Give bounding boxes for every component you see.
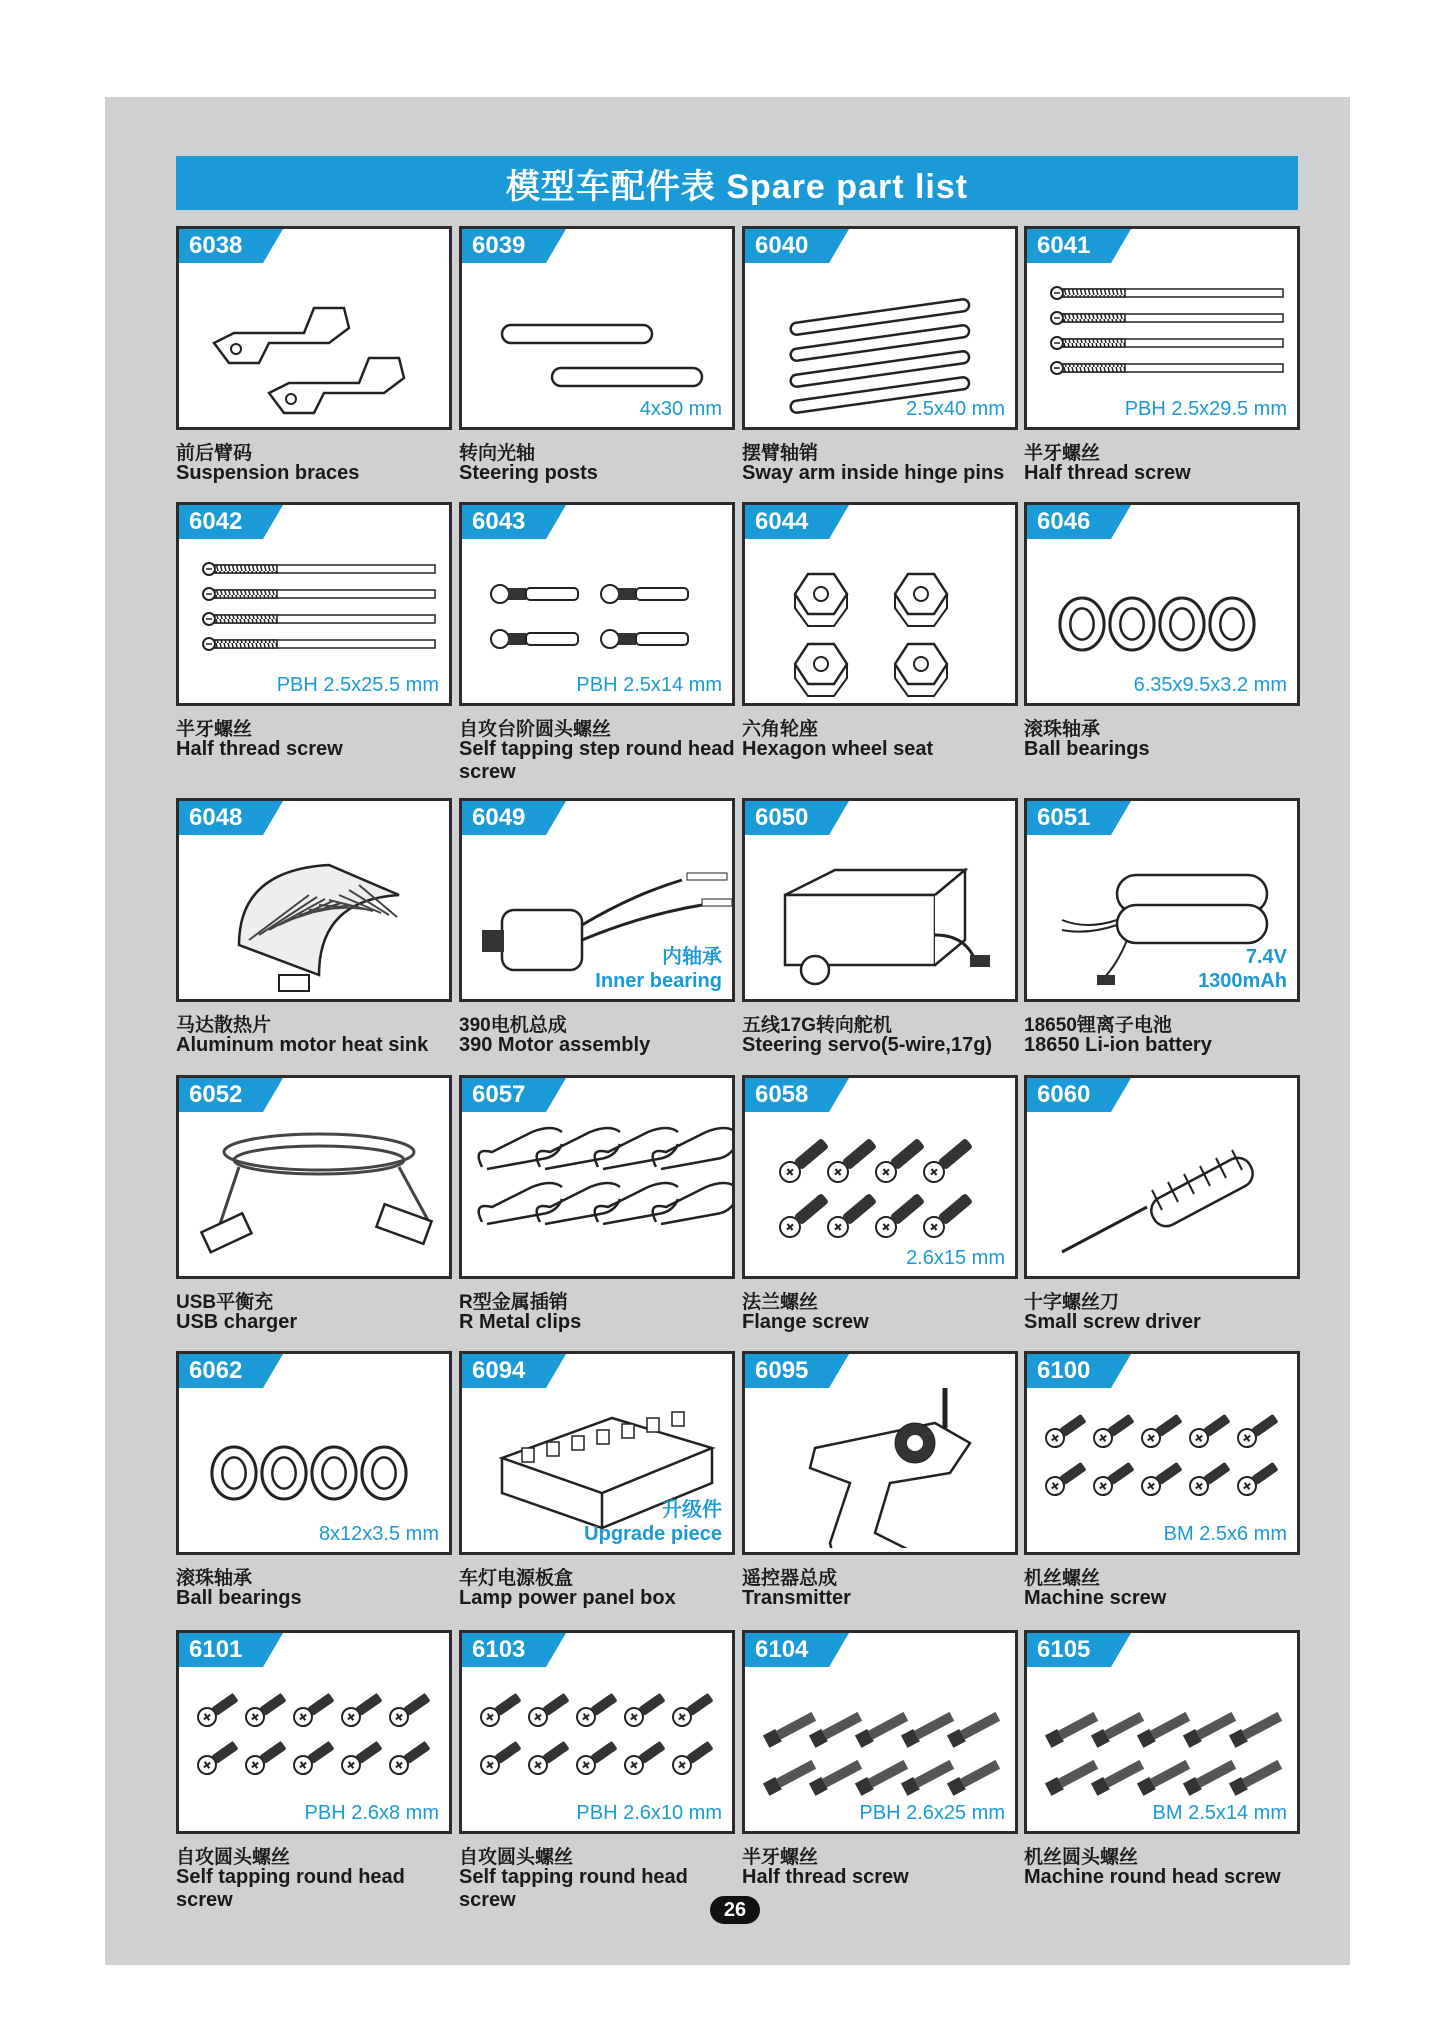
- part-cell: [1024, 1075, 1306, 1350]
- part-code: 6042: [189, 508, 243, 535]
- part-name-cn: 半牙螺丝: [1024, 443, 1101, 464]
- part-code-tag: [1027, 1078, 1131, 1112]
- part-image-box: [459, 798, 735, 1002]
- part-cell: [742, 226, 1024, 501]
- part-name-en: Machine screw: [1024, 1587, 1167, 1609]
- part-spec: PBH 2.5x29.5 mm: [1124, 398, 1287, 420]
- part-code-tag: [1027, 801, 1131, 835]
- part-spec: BM 2.5x6 mm: [1163, 1523, 1287, 1545]
- part-cell: [1024, 502, 1306, 777]
- part-code: 6038: [189, 232, 243, 259]
- part-image-box: [742, 502, 1018, 706]
- part-code-tag: [745, 505, 849, 539]
- part-cell: [459, 226, 741, 501]
- part-spec: 2.5x40 mm: [906, 398, 1005, 420]
- part-spec: Inner bearing: [595, 970, 722, 992]
- part-code: 6048: [189, 804, 243, 831]
- part-name-cn: 马达散热片: [176, 1015, 272, 1036]
- part-name-cn: 转向光轴: [459, 443, 536, 464]
- part-image-box: [176, 798, 452, 1002]
- part-image-box: [742, 226, 1018, 430]
- part-image-box: [459, 502, 735, 706]
- part-spec: 2.6x15 mm: [906, 1247, 1005, 1269]
- part-cell: [1024, 1351, 1306, 1626]
- part-code-tag: [462, 505, 566, 539]
- part-name-en: R Metal clips: [459, 1311, 582, 1333]
- part-code-tag: [179, 1354, 283, 1388]
- part-spec: PBH 2.6x25 mm: [859, 1802, 1005, 1824]
- part-image-box: [176, 1351, 452, 1555]
- part-name-cn: 自攻台阶圆头螺丝: [459, 719, 612, 740]
- part-name-cn: 摆臂轴销: [742, 443, 819, 464]
- part-name-en: Flange screw: [742, 1311, 869, 1333]
- part-name-en: Transmitter: [742, 1587, 851, 1609]
- part-cell: [459, 1630, 741, 1911]
- part-cell: [176, 1630, 458, 1911]
- part-image-box: [459, 1351, 735, 1555]
- part-image-box: [742, 1075, 1018, 1279]
- part-name-cn: 半牙螺丝: [176, 719, 253, 740]
- part-code: 6058: [755, 1081, 809, 1108]
- part-name-en: Half thread screw: [176, 738, 343, 760]
- part-spec-cn: 内轴承: [662, 946, 722, 968]
- part-code: 6095: [755, 1357, 809, 1384]
- part-code-tag: [179, 1633, 283, 1667]
- part-code-tag: [462, 1633, 566, 1667]
- part-cell: [742, 1351, 1024, 1626]
- part-image-box: [459, 226, 735, 430]
- part-name-en: Self tapping round head screw: [459, 1866, 688, 1911]
- part-image-box: [1024, 1075, 1300, 1279]
- part-name-cn: 滚珠轴承: [1024, 719, 1101, 740]
- part-name-cn: 车灯电源板盒: [459, 1568, 574, 1589]
- part-code-tag: [1027, 505, 1131, 539]
- part-code: 6060: [1037, 1081, 1091, 1108]
- heat-sink-icon: [179, 835, 449, 995]
- part-name-cn: 自攻圆头螺丝: [459, 1847, 574, 1868]
- part-spec: PBH 2.6x8 mm: [304, 1802, 439, 1824]
- part-name-cn: 18650锂离子电池: [1024, 1015, 1172, 1036]
- part-name-cn: 机丝圆头螺丝: [1024, 1847, 1139, 1868]
- part-code: 6094: [472, 1357, 526, 1384]
- part-name-en: Suspension braces: [176, 462, 360, 484]
- part-cell: [459, 1075, 741, 1350]
- part-cell: [459, 1351, 741, 1626]
- screwdriver-icon: [1027, 1112, 1297, 1272]
- part-cell: [742, 1075, 1024, 1350]
- part-code-tag: [1027, 229, 1131, 263]
- part-name-cn: 法兰螺丝: [742, 1292, 819, 1313]
- part-code-tag: [179, 801, 283, 835]
- part-code: 6103: [472, 1636, 526, 1663]
- part-spec: PBH 2.5x25.5 mm: [276, 674, 439, 696]
- part-name-en: Steering posts: [459, 462, 598, 484]
- part-cell: [742, 1630, 1024, 1905]
- part-code: 6039: [472, 232, 526, 259]
- part-spec-cn: 升级件: [662, 1499, 722, 1521]
- part-image-box: [1024, 226, 1300, 430]
- part-code-tag: [1027, 1633, 1131, 1667]
- page-title: 模型车配件表 Spare part list: [176, 156, 1298, 210]
- part-image-box: [742, 798, 1018, 1002]
- part-image-box: [176, 1075, 452, 1279]
- part-name-cn: R型金属插销: [459, 1292, 568, 1313]
- part-name-en: Ball bearings: [1024, 738, 1150, 760]
- part-name-cn: 滚珠轴承: [176, 1568, 253, 1589]
- part-code-tag: [462, 801, 566, 835]
- part-cell: [742, 798, 1024, 1073]
- part-spec-cn: 7.4V: [1245, 946, 1287, 968]
- part-code-tag: [745, 229, 849, 263]
- part-code: 6051: [1037, 804, 1091, 831]
- part-name-cn: 十字螺丝刀: [1024, 1292, 1120, 1313]
- part-image-box: [742, 1630, 1018, 1834]
- part-name-en: Aluminum motor heat sink: [176, 1034, 429, 1056]
- part-code: 6105: [1037, 1636, 1091, 1663]
- part-code-tag: [745, 1633, 849, 1667]
- part-code-tag: [745, 801, 849, 835]
- part-cell: [459, 798, 741, 1073]
- part-code-tag: [179, 505, 283, 539]
- part-code: 6062: [189, 1357, 243, 1384]
- part-image-box: [459, 1075, 735, 1279]
- part-cell: [1024, 798, 1306, 1073]
- part-spec: 8x12x3.5 mm: [318, 1523, 439, 1545]
- part-name-cn: 六角轮座: [742, 719, 819, 740]
- part-code: 6052: [189, 1081, 243, 1108]
- part-name-cn: 390电机总成: [459, 1015, 567, 1036]
- servo-icon: [745, 835, 1015, 995]
- part-code: 6104: [755, 1636, 809, 1663]
- part-code-tag: [745, 1078, 849, 1112]
- part-cell: [1024, 226, 1306, 501]
- part-code: 6041: [1037, 232, 1091, 259]
- part-name-en: Machine round head screw: [1024, 1866, 1281, 1888]
- part-image-box: [742, 1351, 1018, 1555]
- part-cell: [176, 502, 458, 777]
- part-spec: PBH 2.5x14 mm: [576, 674, 722, 696]
- part-name-en: Small screw driver: [1024, 1311, 1201, 1333]
- part-name-en: 18650 Li-ion battery: [1024, 1034, 1212, 1056]
- part-name-cn: 五线17G转向舵机: [742, 1015, 892, 1036]
- part-image-box: [176, 502, 452, 706]
- part-cell: [1024, 1630, 1306, 1905]
- part-spec: BM 2.5x14 mm: [1152, 1802, 1287, 1824]
- part-image-box: [1024, 798, 1300, 1002]
- part-code-tag: [462, 229, 566, 263]
- part-image-box: [176, 226, 452, 430]
- part-image-box: [1024, 1630, 1300, 1834]
- part-code-tag: [1027, 1354, 1131, 1388]
- part-image-box: [459, 1630, 735, 1834]
- part-spec: PBH 2.6x10 mm: [576, 1802, 722, 1824]
- part-name-en: Lamp power panel box: [459, 1587, 676, 1609]
- part-code-tag: [462, 1078, 566, 1112]
- part-code: 6049: [472, 804, 526, 831]
- part-name-cn: 机丝螺丝: [1024, 1568, 1101, 1589]
- part-code: 6043: [472, 508, 526, 535]
- part-cell: [742, 502, 1024, 777]
- part-name-cn: 半牙螺丝: [742, 1847, 819, 1868]
- part-name-cn: USB平衡充: [176, 1292, 274, 1313]
- r-clip-icon: [462, 1112, 732, 1272]
- transmitter-icon: [745, 1388, 1015, 1548]
- page-number: 26: [710, 1896, 760, 1924]
- part-cell: [459, 502, 741, 783]
- part-cell: [176, 226, 458, 501]
- part-code: 6040: [755, 232, 809, 259]
- part-name-en: Hexagon wheel seat: [742, 738, 934, 760]
- part-name-cn: 遥控器总成: [742, 1568, 838, 1589]
- part-code: 6100: [1037, 1357, 1091, 1384]
- part-spec: 6.35x9.5x3.2 mm: [1133, 674, 1287, 696]
- part-name-en: Steering servo(5-wire,17g): [742, 1034, 993, 1056]
- part-cell: [176, 1075, 458, 1350]
- part-name-en: Self tapping round head screw: [176, 1866, 405, 1911]
- hex-seat-icon: [745, 539, 1015, 699]
- part-image-box: [176, 1630, 452, 1834]
- part-name-cn: 自攻圆头螺丝: [176, 1847, 291, 1868]
- part-cell: [176, 1351, 458, 1626]
- part-code: 6101: [189, 1636, 243, 1663]
- part-name-en: Ball bearings: [176, 1587, 302, 1609]
- part-image-box: [1024, 502, 1300, 706]
- part-name-en: Sway arm inside hinge pins: [742, 462, 1005, 484]
- part-name-en: Half thread screw: [742, 1866, 909, 1888]
- part-code: 6057: [472, 1081, 526, 1108]
- part-spec: 4x30 mm: [639, 398, 722, 420]
- part-code-tag: [462, 1354, 566, 1388]
- part-name-cn: 前后臂码: [176, 443, 253, 464]
- part-name-en: 390 Motor assembly: [459, 1034, 651, 1056]
- part-name-en: Half thread screw: [1024, 462, 1191, 484]
- part-spec: 1300mAh: [1198, 970, 1287, 992]
- usb-charger-icon: [179, 1112, 449, 1272]
- part-code: 6044: [755, 508, 809, 535]
- part-image-box: [1024, 1351, 1300, 1555]
- part-code-tag: [179, 229, 283, 263]
- part-code-tag: [179, 1078, 283, 1112]
- part-code: 6046: [1037, 508, 1091, 535]
- part-code: 6050: [755, 804, 809, 831]
- part-cell: [176, 798, 458, 1073]
- part-code-tag: [745, 1354, 849, 1388]
- part-name-en: Self tapping step round head screw: [459, 738, 735, 783]
- suspension-brace-icon: [179, 263, 449, 423]
- part-name-en: USB charger: [176, 1311, 298, 1333]
- part-spec: Upgrade piece: [584, 1523, 722, 1545]
